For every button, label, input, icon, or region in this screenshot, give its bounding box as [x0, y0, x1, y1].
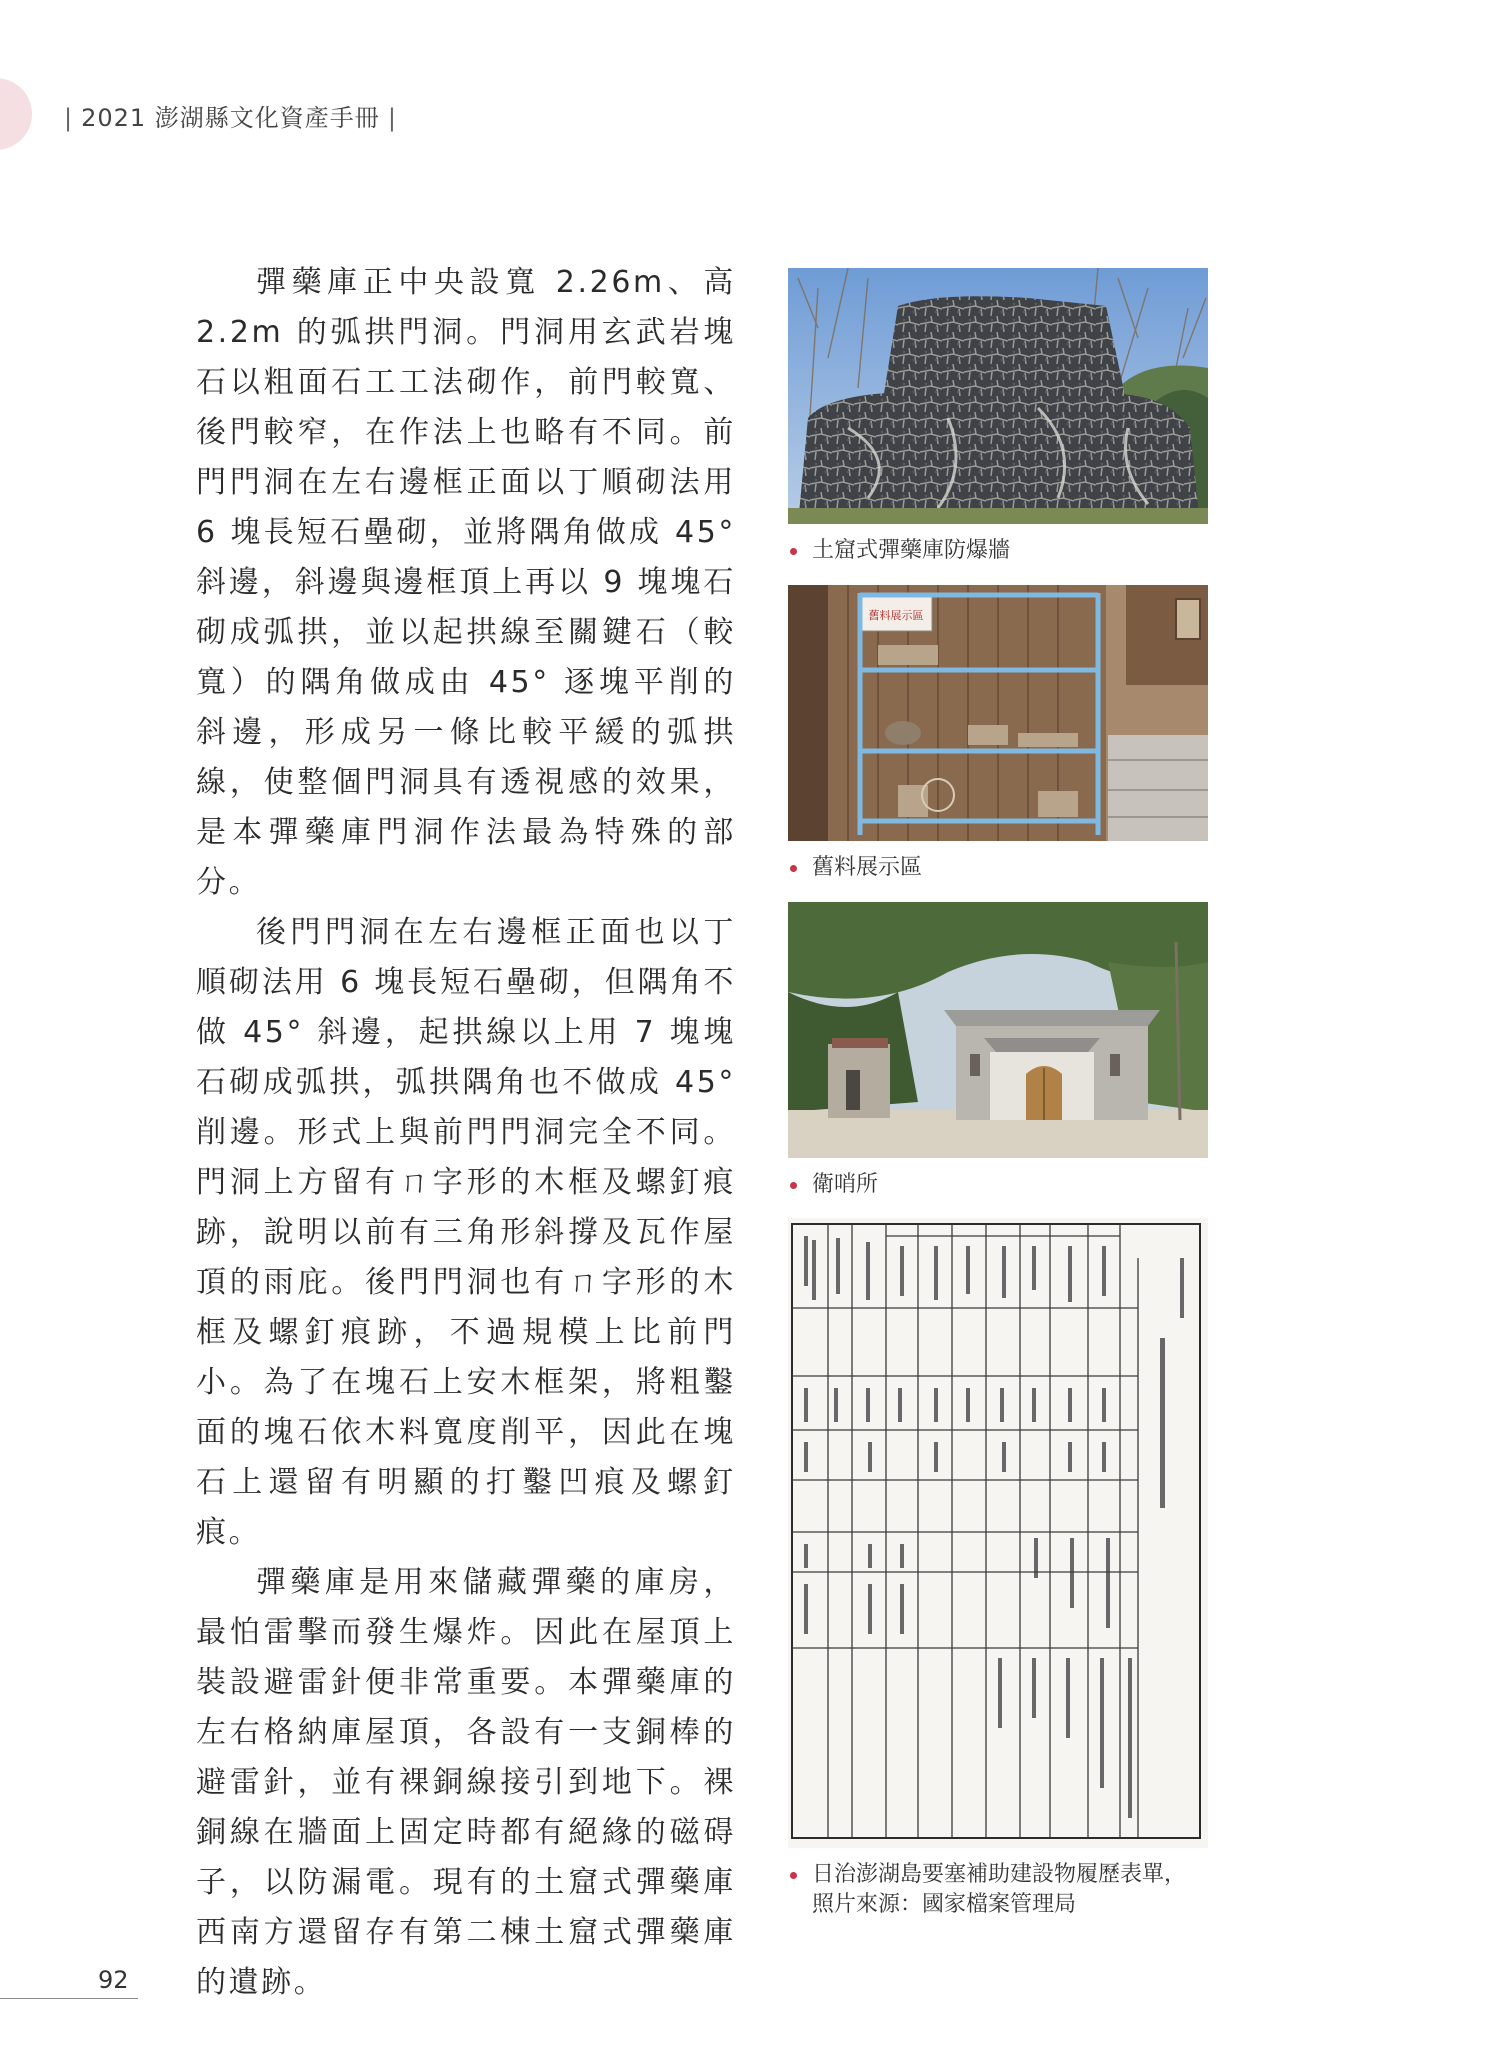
- photo-archive-form: [788, 1218, 1208, 1848]
- photo-guard-post: [788, 902, 1208, 1158]
- figure-archive-form: [788, 1218, 1208, 1920]
- bullet-dot: [790, 548, 797, 555]
- figure-display-area: [788, 585, 1208, 883]
- guard-post-image: [788, 902, 1208, 1158]
- bullet-dot: [790, 1872, 797, 1879]
- figure-blast-wall: [788, 268, 1208, 566]
- caption-display-area: 舊料展示區: [788, 853, 1208, 883]
- caption-blast-wall: 土窟式彈藥庫防爆牆: [788, 536, 1208, 566]
- paragraph-back-door: 後門門洞在左右邊框正面也以丁順砌法用 6 塊長短石壘砌，但隅角不做 45° 斜邊，起拱線以上用 7 塊塊石砌成弧拱，弧拱隅角也不做成 45° 削邊。形式上與前門門洞完全不同。門洞上方留有ㄇ字形的木框及螺釘痕跡，說明以前有三角形斜撐及瓦作屋頂的雨庇。後門門洞也有ㄇ字形的木框及螺釘痕跡，不過規模上比前門小。為了在塊石上安木框架，將粗鑿面的塊石依木料寬度削平，因此在塊石上還留有明顯的打鑿凹痕及螺釘痕。: [196, 915, 736, 1550]
- photo-blast-wall: [788, 268, 1208, 524]
- corner-tab: [0, 78, 32, 150]
- paragraph-lightning-rod: 彈藥庫是用來儲藏彈藥的庫房，最怕雷擊而發生爆炸。因此在屋頂上裝設避雷針便非常重要。本彈藥庫的左右格納庫屋頂，各設有一支銅棒的避雷針，並有裸銅線接引到地下。裸銅線在牆面上固定時都有絕緣的磁碍子，以防漏電。現有的土窟式彈藥庫西南方還留存有第二棟土窟式彈藥庫的遺跡。: [196, 1565, 736, 2000]
- page-number: 92: [98, 1966, 129, 1994]
- running-header: | 2021 澎湖縣文化資產手冊 |: [64, 104, 397, 132]
- archive-form-image: [788, 1218, 1208, 1848]
- footer-rule: [0, 1998, 138, 1999]
- caption-guard-post: 衛哨所: [788, 1170, 1208, 1200]
- display-sign: 舊料展示區: [868, 609, 924, 622]
- figure-guard-post: [788, 902, 1208, 1200]
- bullet-dot: [790, 865, 797, 872]
- running-header-title: 2021 澎湖縣文化資產手冊: [81, 104, 380, 132]
- paragraph-front-door: 彈藥庫正中央設寬 2.26m、高 2.2m 的弧拱門洞。門洞用玄武岩塊石以粗面石工工法砌作，前門較寬、後門較窄，在作法上也略有不同。前門門洞在左右邊框正面以丁順砌法用 6 塊長短石壘砌，並將隅角做成 45° 斜邊，斜邊與邊框頂上再以 9 塊塊石砌成弧拱，並以起拱線至關鍵石（較寬）的隅角做成由 45° 逐塊平削的斜邊，形成另一條比較平緩的弧拱線，使整個門洞具有透視感的效果，是本彈藥庫門洞作法最為特殊的部分。: [196, 265, 736, 900]
- bullet-dot: [790, 1182, 797, 1189]
- body-text: [196, 258, 736, 2008]
- caption-archive-form: 日治澎湖島要塞補助建設物履歷表單， 照片來源：國家檔案管理局: [788, 1860, 1208, 1920]
- blast-wall-image: [788, 268, 1208, 524]
- photo-display-area: [788, 585, 1208, 841]
- display-area-image: [788, 585, 1208, 841]
